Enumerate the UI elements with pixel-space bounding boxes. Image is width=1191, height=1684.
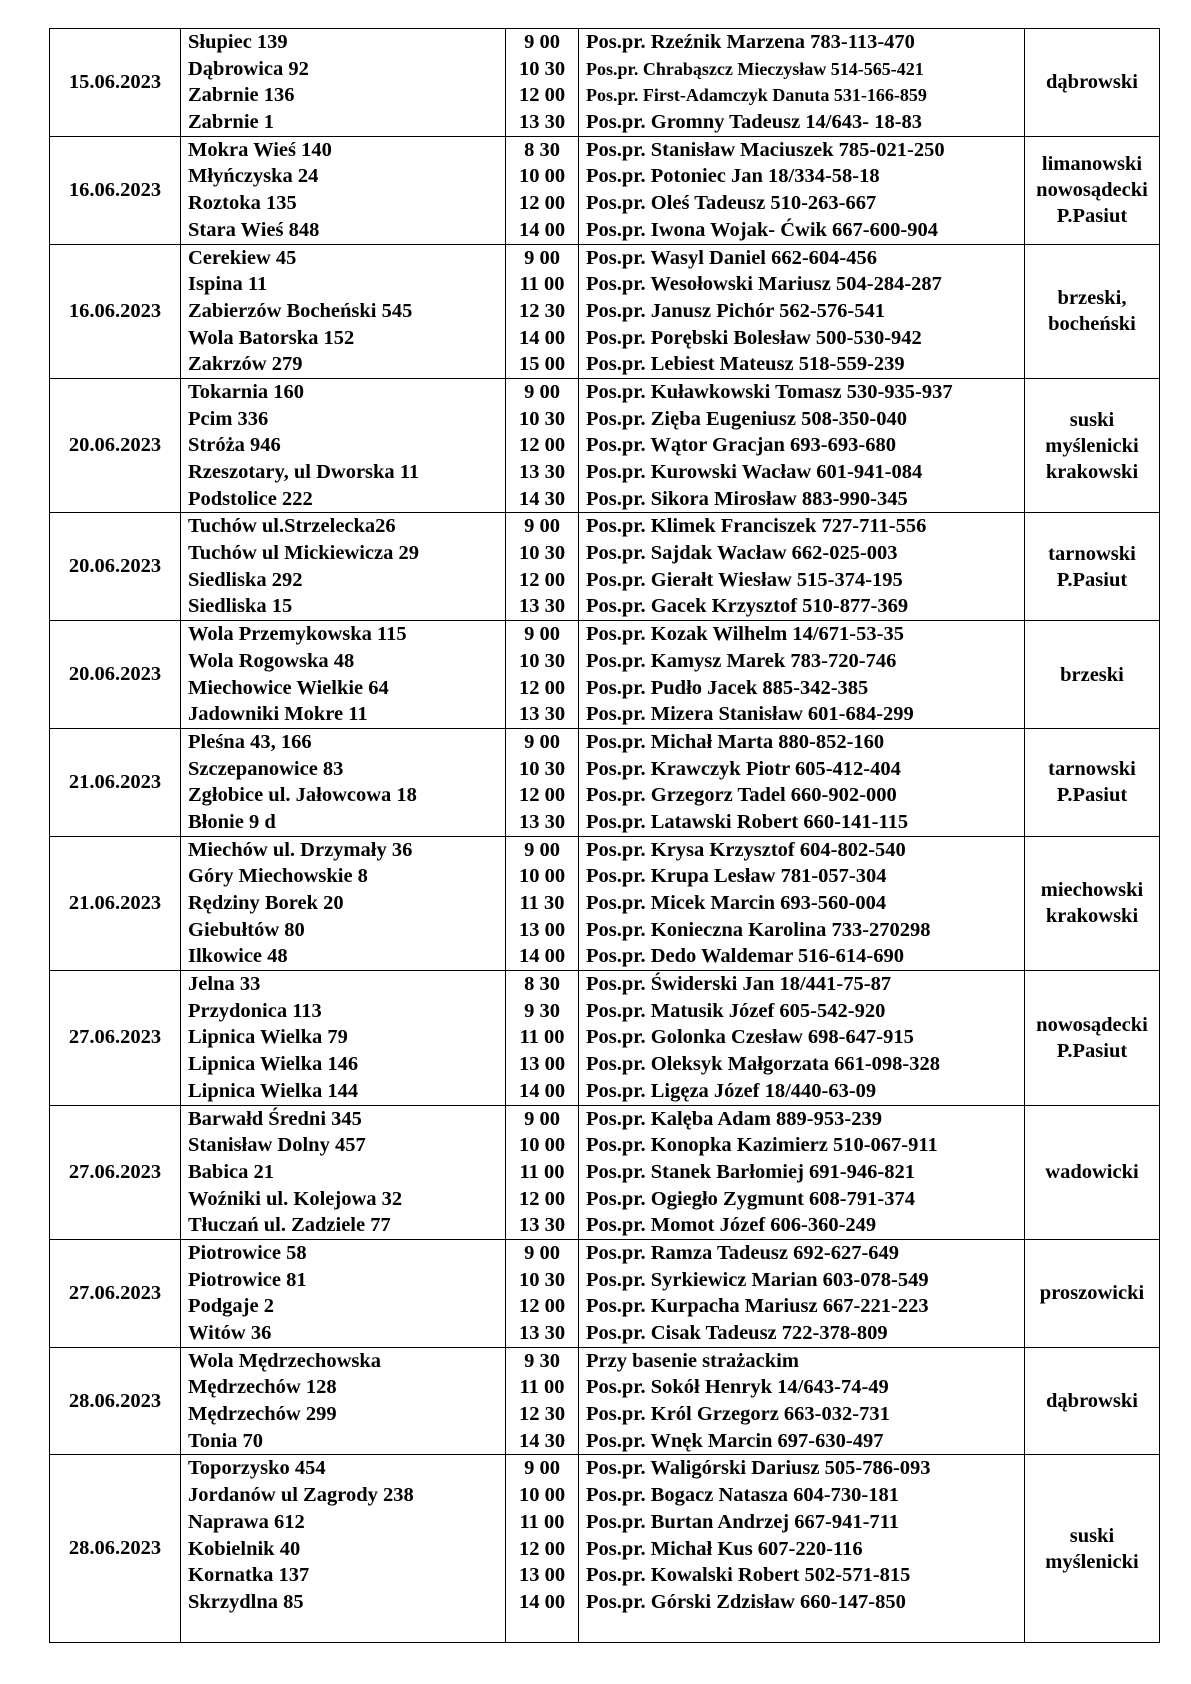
contact-line: Pos.pr. Zięba Eugeniusz 508-350-040 (586, 407, 908, 430)
county-line: tarnowski (1048, 542, 1136, 565)
time-line: 11 00 (519, 1026, 565, 1049)
place-line: Tuchów ul Mickiewicza 29 (188, 542, 420, 565)
county-cell (1025, 378, 1160, 512)
time-cell (506, 1455, 579, 1642)
place-line: Podstolice 222 (188, 487, 313, 510)
contact-line: Pos.pr. Wesołowski Mariusz 504-284-287 (586, 273, 942, 296)
place-line: Naprawa 612 (188, 1510, 305, 1533)
time-line: 10 30 (518, 57, 566, 80)
contact-line: Pos.pr. Golonka Czesław 698-647-915 (586, 1026, 914, 1049)
county-cell (1025, 513, 1160, 621)
schedule-row (50, 513, 1160, 621)
contact-line: Pos.pr. Górski Zdzisław 660-147-850 (586, 1590, 906, 1613)
time-line: 15 00 (518, 353, 566, 376)
place-cell (181, 621, 506, 729)
place-line: Piotrowice 81 (188, 1268, 307, 1291)
time-line: 11 00 (519, 1376, 565, 1399)
time-line: 9 00 (524, 380, 560, 403)
place-line: Toporzysko 454 (188, 1457, 326, 1480)
time-line: 12 30 (518, 299, 566, 322)
date-cell: 16.06.2023 (50, 136, 181, 244)
place-line: Wola Batorska 152 (188, 326, 355, 349)
time-line: 8 30 (524, 973, 560, 996)
time-line: 9 30 (524, 999, 560, 1022)
contact-line: Pos.pr. Porębski Bolesław 500-530-942 (586, 326, 922, 349)
contact-line: Pos.pr. Krupa Lesław 781-057-304 (586, 865, 887, 888)
county-line: proszowicki (1039, 1282, 1145, 1305)
contact-line: Pos.pr. Stanisław Maciuszek 785-021-250 (586, 138, 945, 161)
place-line: Stara Wieś 848 (188, 218, 320, 241)
date-cell: 15.06.2023 (50, 29, 181, 137)
contact-cell (579, 513, 1025, 621)
contact-cell (579, 971, 1025, 1105)
place-line: Siedliska 15 (188, 595, 293, 618)
place-line: Ilkowice 48 (188, 945, 288, 968)
place-cell (181, 1239, 506, 1347)
place-cell (181, 1347, 506, 1455)
county-line: brzeski, (1057, 287, 1127, 310)
contact-line: Pos.pr. Ramza Tadeusz 692-627-649 (586, 1241, 900, 1264)
time-cell (506, 513, 579, 621)
place-cell (181, 378, 506, 512)
time-line: 10 30 (518, 649, 566, 672)
time-line: 9 00 (524, 246, 560, 269)
time-line: 12 00 (518, 568, 566, 591)
time-line: 12 30 (518, 1403, 566, 1426)
place-line: Zabrnie 136 (188, 84, 295, 107)
place-line: Tłuczań ul. Zadziele 77 (188, 1214, 391, 1237)
contact-cell (579, 836, 1025, 970)
date-cell: 16.06.2023 (50, 244, 181, 378)
date-cell: 20.06.2023 (50, 378, 181, 512)
time-line: 13 30 (518, 595, 566, 618)
contact-line: Pos.pr. Gierałt Wiesław 515-374-195 (586, 568, 903, 591)
schedule-row (50, 728, 1160, 836)
place-line: Woźniki ul. Kolejowa 32 (188, 1187, 403, 1210)
time-line: 12 00 (518, 784, 566, 807)
date-cell: 27.06.2023 (50, 1105, 181, 1239)
schedule-row (50, 836, 1160, 970)
contact-line: Pos.pr. Kamysz Marek 783-720-746 (586, 649, 897, 672)
date-cell: 28.06.2023 (50, 1455, 181, 1642)
date-cell: 21.06.2023 (50, 728, 181, 836)
contact-line: Pos.pr. Syrkiewicz Marian 603-078-549 (586, 1268, 929, 1291)
place-line: Zabrnie 1 (188, 111, 274, 134)
time-line: 13 00 (518, 1053, 566, 1076)
contact-line: Pos.pr. Latawski Robert 660-141-115 (586, 810, 909, 833)
contact-line: Przy basenie strażackim (586, 1349, 799, 1372)
time-line: 13 30 (518, 1214, 566, 1237)
time-line: 9 00 (524, 730, 560, 753)
contact-cell (579, 378, 1025, 512)
schedule-row (50, 1105, 1160, 1239)
place-line: Wola Przemykowska 115 (188, 623, 407, 646)
contact-line: Pos.pr. Kurpacha Mariusz 667-221-223 (586, 1295, 929, 1318)
place-line: Mędrzechów 299 (188, 1403, 337, 1426)
contact-line: Pos.pr. Wątor Gracjan 693-693-680 (586, 434, 896, 457)
place-line: Zgłobice ul. Jałowcowa 18 (188, 784, 417, 807)
county-line: tarnowski (1048, 758, 1136, 781)
contact-line: Pos.pr. Konopka Kazimierz 510-067-911 (586, 1134, 938, 1157)
date-cell: 20.06.2023 (50, 621, 181, 729)
place-line: Babica 21 (188, 1160, 274, 1183)
place-line: Miechowice Wielkie 64 (188, 676, 389, 699)
county-line: myślenicki (1045, 434, 1139, 457)
contact-line: Pos.pr. Świderski Jan 18/441-75-87 (586, 973, 892, 996)
county-line: miechowski (1040, 879, 1144, 902)
contact-line: Pos.pr. Wnęk Marcin 697-630-497 (586, 1429, 884, 1452)
contact-line: Pos.pr. Kuławkowski Tomasz 530-935-937 (586, 380, 953, 403)
place-line: Zabierzów Bocheński 545 (188, 299, 413, 322)
contact-line: Pos.pr. Michał Marta 880-852-160 (586, 730, 885, 753)
contact-line: Pos.pr. Lebiest Mateusz 518-559-239 (586, 353, 905, 376)
time-line: 10 00 (518, 165, 566, 188)
county-cell (1025, 244, 1160, 378)
place-line: Błonie 9 d (188, 810, 276, 833)
contact-line: Pos.pr. Sikora Mirosław 883-990-345 (586, 487, 908, 510)
place-line: Wola Rogowska 48 (188, 649, 355, 672)
time-cell (506, 1105, 579, 1239)
place-line: Miechów ul. Drzymały 36 (188, 838, 413, 861)
contact-line: Pos.pr. Oleś Tadeusz 510-263-667 (586, 192, 877, 215)
time-line: 14 00 (518, 326, 566, 349)
contact-line: Pos.pr. Kowalski Robert 502-571-815 (586, 1564, 911, 1587)
place-line: Mokra Wieś 140 (188, 138, 332, 161)
place-cell (181, 971, 506, 1105)
place-line: Przydonica 113 (188, 999, 322, 1022)
contact-line: Pos.pr. Sokół Henryk 14/643-74-49 (586, 1376, 889, 1399)
time-line: 10 30 (518, 1268, 566, 1291)
time-cell (506, 136, 579, 244)
contact-line: Pos.pr. Janusz Pichór 562-576-541 (586, 299, 885, 322)
contact-line: Pos.pr. Micek Marcin 693-560-004 (586, 892, 887, 914)
contact-line: Pos.pr. Król Grzegorz 663-032-731 (586, 1403, 890, 1426)
place-line: Cerekiew 45 (188, 246, 297, 269)
place-cell (181, 836, 506, 970)
contact-line: Pos.pr. Waligórski Dariusz 505-786-093 (586, 1457, 931, 1480)
contact-line: Pos.pr. Rzeźnik Marzena 783-113-470 (586, 31, 915, 53)
contact-line: Pos.pr. Matusik Józef 605-542-920 (586, 999, 886, 1022)
place-cell (181, 728, 506, 836)
place-line: Pleśna 43, 166 (188, 730, 312, 753)
time-line: 12 00 (518, 1187, 566, 1210)
contact-line: Pos.pr. Kozak Wilhelm 14/671-53-35 (586, 623, 904, 646)
time-line: 13 00 (518, 1564, 566, 1587)
place-line: Stanisław Dolny 457 (188, 1134, 366, 1157)
time-line: 12 00 (518, 434, 566, 457)
place-line: Dąbrowica 92 (188, 57, 309, 80)
contact-line: Pos.pr. Konieczna Karolina 733-270298 (586, 918, 931, 941)
contact-line: Pos.pr. Stanek Barłomiej 691-946-821 (586, 1160, 915, 1183)
time-line: 11 30 (519, 892, 565, 914)
time-line: 13 30 (518, 111, 566, 134)
place-line: Lipnica Wielka 146 (188, 1053, 359, 1076)
time-line: 12 00 (518, 84, 566, 107)
time-cell (506, 621, 579, 729)
contact-line: Pos.pr. Wasyl Daniel 662-604-456 (586, 246, 878, 269)
contact-line: Pos.pr. Kalęba Adam 889-953-239 (586, 1107, 882, 1130)
contact-line: Pos.pr. Sajdak Wacław 662-025-003 (586, 542, 898, 565)
contact-line: Pos.pr. Krysa Krzysztof 604-802-540 (586, 838, 906, 861)
time-line: 11 00 (519, 273, 565, 296)
contact-line: Pos.pr. Mizera Stanisław 601-684-299 (586, 703, 914, 726)
time-line: 11 00 (519, 1510, 565, 1533)
place-cell (181, 513, 506, 621)
contact-line: Pos.pr. Bogacz Natasza 604-730-181 (586, 1484, 899, 1507)
contact-cell (579, 621, 1025, 729)
time-line: 10 30 (518, 542, 566, 565)
time-line: 9 00 (524, 31, 560, 53)
place-line: Lipnica Wielka 144 (188, 1079, 359, 1102)
schedule-body (50, 29, 1160, 1643)
place-line: Tuchów ul.Strzelecka26 (188, 515, 396, 538)
contact-line: Pos.pr. Potoniec Jan 18/334-58-18 (586, 165, 880, 188)
schedule-row (50, 244, 1160, 378)
county-cell (1025, 836, 1160, 970)
county-cell (1025, 621, 1160, 729)
county-cell (1025, 29, 1160, 137)
place-line: Młyńczyska 24 (188, 165, 319, 188)
county-cell (1025, 1105, 1160, 1239)
place-line: Jelna 33 (188, 973, 261, 996)
time-line: 9 00 (524, 838, 560, 861)
time-line: 10 00 (518, 865, 566, 888)
place-line: Jadowniki Mokre 11 (188, 703, 368, 726)
schedule-row (50, 29, 1160, 137)
county-line: bocheński (1048, 313, 1136, 336)
time-cell (506, 378, 579, 512)
county-line: nowosądecki (1036, 1013, 1148, 1036)
time-line: 14 00 (518, 945, 566, 968)
contact-cell (579, 244, 1025, 378)
county-line: wadowicki (1045, 1161, 1139, 1184)
time-line: 10 30 (518, 407, 566, 430)
contact-cell (579, 136, 1025, 244)
contact-line: Pos.pr. Oleksyk Małgorzata 661-098-328 (586, 1053, 940, 1076)
contact-cell (579, 728, 1025, 836)
time-line: 10 30 (518, 757, 566, 780)
place-line: Słupiec 139 (188, 31, 288, 53)
place-cell (181, 1455, 506, 1642)
schedule-row (50, 1239, 1160, 1347)
time-line: 14 00 (518, 218, 566, 241)
time-line: 8 30 (524, 138, 560, 161)
county-line: krakowski (1045, 905, 1139, 928)
time-line: 10 00 (518, 1134, 566, 1157)
date-cell: 20.06.2023 (50, 513, 181, 621)
county-line: myślenicki (1045, 1550, 1139, 1573)
place-cell (181, 29, 506, 137)
time-cell (506, 971, 579, 1105)
county-cell (1025, 728, 1160, 836)
time-cell (506, 244, 579, 378)
date-cell: 27.06.2023 (50, 971, 181, 1105)
date-cell: 28.06.2023 (50, 1347, 181, 1455)
contact-cell (579, 1239, 1025, 1347)
time-line: 13 30 (518, 1322, 566, 1344)
county-cell (1025, 136, 1160, 244)
place-line: Witów 36 (188, 1322, 272, 1344)
contact-line: Pos.pr. Ligęza Józef 18/440-63-09 (586, 1079, 877, 1102)
time-line: 11 00 (519, 1160, 565, 1183)
contact-cell (579, 1347, 1025, 1455)
place-line: Piotrowice 58 (188, 1241, 307, 1264)
contact-line: Pos.pr. Cisak Tadeusz 722-378-809 (586, 1322, 888, 1344)
time-line: 14 30 (518, 487, 566, 510)
time-cell (506, 836, 579, 970)
place-line: Barwałd Średni 345 (188, 1107, 362, 1130)
contact-line: Pos.pr. Grzegorz Tadel 660-902-000 (586, 784, 897, 807)
place-line: Zakrzów 279 (188, 353, 303, 376)
contact-line: Pos.pr. Burtan Andrzej 667-941-711 (586, 1510, 900, 1533)
place-line: Giebułtów 80 (188, 918, 305, 941)
county-line: suski (1069, 408, 1115, 431)
time-line: 12 00 (518, 1537, 566, 1560)
schedule-row (50, 1347, 1160, 1455)
place-line: Rędziny Borek 20 (188, 892, 344, 914)
schedule-table (49, 28, 1160, 1643)
contact-line: Pos.pr. Iwona Wojak- Ćwik 667-600-904 (586, 218, 938, 241)
place-line: Jordanów ul Zagrody 238 (188, 1484, 414, 1507)
contact-line: Pos.pr. Klimek Franciszek 727-711-556 (586, 515, 927, 538)
time-line: 12 00 (518, 192, 566, 215)
time-line: 13 30 (518, 461, 566, 483)
schedule-row (50, 621, 1160, 729)
time-line: 9 00 (524, 1241, 560, 1264)
county-line: P.Pasiut (1056, 784, 1128, 807)
county-line: P.Pasiut (1056, 1039, 1128, 1062)
time-line: 14 00 (518, 1079, 566, 1102)
place-line: Kobielnik 40 (188, 1537, 301, 1560)
time-line: 13 30 (518, 810, 566, 833)
place-line: Góry Miechowskie 8 (188, 865, 368, 888)
contact-line: Pos.pr. Gromny Tadeusz 14/643- 18-83 (586, 111, 923, 134)
time-line: 13 30 (518, 703, 566, 726)
place-cell (181, 1105, 506, 1239)
county-line: krakowski (1045, 460, 1139, 483)
contact-cell (579, 1105, 1025, 1239)
place-line: Skrzydlna 85 (188, 1590, 304, 1613)
place-cell (181, 244, 506, 378)
place-line: Wola Mędrzechowska (188, 1349, 382, 1372)
county-line: P.Pasiut (1056, 568, 1128, 591)
contact-line: Pos.pr. Ogiegło Zygmunt 608-791-374 (586, 1187, 915, 1210)
county-line: brzeski (1060, 663, 1124, 686)
schedule-row (50, 136, 1160, 244)
contact-line: Pos.pr. Pudło Jacek 885-342-385 (586, 676, 869, 699)
place-line: Mędrzechów 128 (188, 1376, 337, 1399)
county-line: dąbrowski (1046, 71, 1138, 94)
time-line: 13 00 (518, 918, 566, 941)
place-line: Kornatka 137 (188, 1564, 310, 1587)
time-line: 9 30 (524, 1349, 560, 1372)
county-cell (1025, 1455, 1160, 1642)
place-line: Pcim 336 (188, 407, 269, 430)
time-line: 9 00 (524, 623, 560, 646)
contact-line: Pos.pr. Krawczyk Piotr 605-412-404 (586, 757, 901, 780)
contact-line: Pos.pr. Gacek Krzysztof 510-877-369 (586, 595, 909, 618)
place-line: Ispina 11 (188, 273, 268, 296)
time-line: 9 00 (524, 515, 560, 538)
contact-line: Pos.pr. First-Adamczyk Danuta 531-166-859 (586, 85, 927, 106)
place-cell (181, 136, 506, 244)
time-cell (506, 29, 579, 137)
county-line: nowosądecki (1036, 179, 1148, 202)
county-line: limanowski (1041, 153, 1143, 176)
time-line: 9 00 (524, 1107, 560, 1130)
place-line: Siedliska 292 (188, 568, 303, 591)
contact-line: Pos.pr. Chrabąszcz Mieczysław 514-565-421 (586, 58, 924, 79)
county-line: suski (1069, 1524, 1115, 1547)
contact-line: Pos.pr. Momot Józef 606-360-249 (586, 1214, 877, 1237)
date-cell: 21.06.2023 (50, 836, 181, 970)
date-cell: 27.06.2023 (50, 1239, 181, 1347)
time-cell (506, 1347, 579, 1455)
county-line: dąbrowski (1046, 1390, 1138, 1413)
schedule-row (50, 971, 1160, 1105)
county-line: P.Pasiut (1056, 205, 1128, 228)
county-cell (1025, 971, 1160, 1105)
contact-line: Pos.pr. Michał Kus 607-220-116 (586, 1537, 863, 1560)
time-cell (506, 728, 579, 836)
schedule-row (50, 378, 1160, 512)
contact-cell (579, 29, 1025, 137)
county-cell (1025, 1347, 1160, 1455)
contact-line: Pos.pr. Kurowski Wacław 601-941-084 (586, 461, 923, 483)
place-line: Rzeszotary, ul Dworska 11 (188, 461, 420, 483)
time-cell (506, 1239, 579, 1347)
place-line: Tonia 70 (188, 1429, 264, 1452)
contact-line: Pos.pr. Dedo Waldemar 516-614-690 (586, 945, 904, 968)
place-line: Podgaje 2 (188, 1295, 274, 1318)
time-line: 10 00 (518, 1484, 566, 1507)
time-line: 12 00 (518, 676, 566, 699)
place-line: Lipnica Wielka 79 (188, 1026, 348, 1049)
time-line: 14 30 (518, 1429, 566, 1452)
place-line: Stróża 946 (188, 434, 281, 457)
time-line: 9 00 (524, 1457, 560, 1480)
place-line: Roztoka 135 (188, 192, 297, 215)
schedule-row (50, 1455, 1160, 1642)
time-line: 14 00 (518, 1590, 566, 1613)
county-cell (1025, 1239, 1160, 1347)
place-line: Tokarnia 160 (188, 380, 305, 403)
place-line: Szczepanowice 83 (188, 757, 344, 780)
contact-cell (579, 1455, 1025, 1642)
time-line: 12 00 (518, 1295, 566, 1318)
